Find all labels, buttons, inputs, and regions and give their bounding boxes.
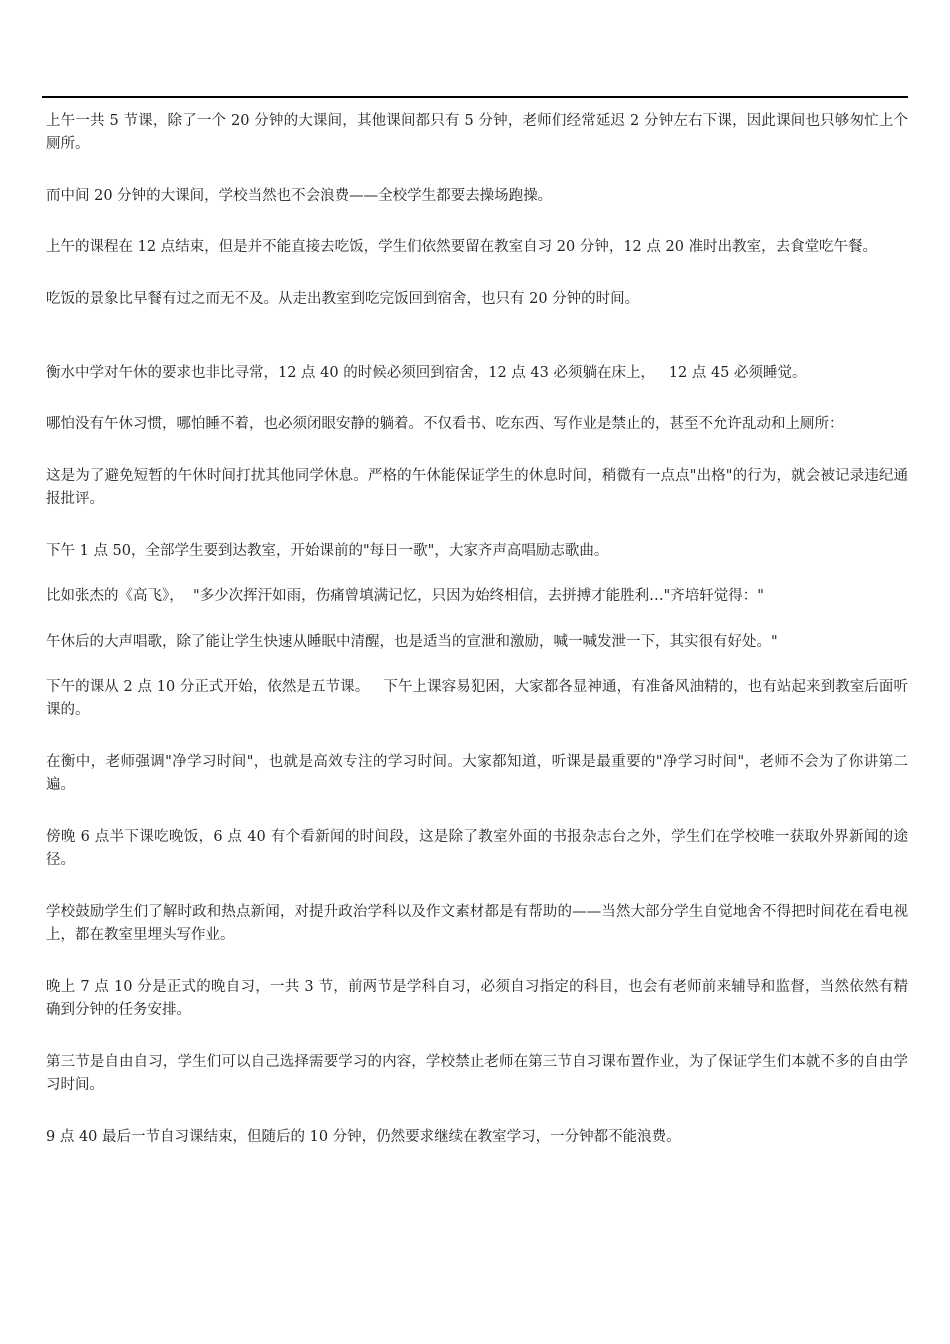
paragraph: 吃饭的景象比早餐有过之而无不及。从走出教室到吃完饭回到宿舍，也只有 20 分钟的时间。: [46, 291, 640, 307]
paragraph: 比如张杰的《高飞》， "多少次挥汗如雨，伤痛曾填满记忆，只因为始终相信，去拼搏才能胜利…"齐培轩觉得：": [46, 588, 764, 604]
paragraph: 哪怕没有午休习惯，哪怕睡不着，也必须闭眼安静的躺着。不仅看书、吃东西、写作业是禁止的，甚至不允许乱动和上厕所：: [46, 416, 844, 432]
paragraph: 衡水中学对午休的要求也非比寻常，12 点 40 的时候必须回到宿舍，12 点 43 必须躺在床上， 12 点 45 必须睡觉。: [46, 365, 807, 381]
paragraph: 学校鼓励学生们了解时政和热点新闻，对提升政治学科以及作文素材都是有帮助的——当然大部分学生自觉地舍不得把时间花在看电视上，都在教室里埋头写作业。: [46, 904, 908, 943]
paragraph: 第三节是自由自习，学生们可以自己选择需要学习的内容，学校禁止老师在第三节自习课布置作业，为了保证学生们本就不多的自由学习时间。: [46, 1054, 908, 1093]
paragraph: 午休后的大声唱歌，除了能让学生快速从睡眠中清醒，也是适当的宣泄和激励，喊一喊发泄一下，其实很有好处。": [46, 634, 778, 650]
paragraph: 下午的课从 2 点 10 分正式开始，依然是五节课。 下午上课容易犯困，大家都各显神通，有准备风油精的，也有站起来到教室后面听课的。: [46, 679, 908, 718]
paragraph: 下午 1 点 50，全部学生要到达教室，开始课前的"每日一歌"，大家齐声高唱励志歌曲。: [46, 543, 609, 559]
paragraph: 晚上 7 点 10 分是正式的晚自习，一共 3 节，前两节是学科自习，必须自习指定的科目，也会有老师前来辅导和监督，当然依然有精确到分钟的任务安排。: [46, 979, 908, 1018]
paragraph: 上午一共 5 节课，除了一个 20 分钟的大课间，其他课间都只有 5 分钟，老师们经常延迟 2 分钟左右下课，因此课间也只够匆忙上个厕所。: [46, 113, 908, 152]
paragraph: 上午的课程在 12 点结束，但是并不能直接去吃饭，学生们依然要留在教室自习 20 分钟，12 点 20 准时出教室，去食堂吃午餐。: [46, 239, 878, 255]
document-body: [46, 110, 908, 1149]
paragraph: 傍晚 6 点半下课吃晚饭，6 点 40 有个看新闻的时间段，这是除了教室外面的书报杂志台之外，学生们在学校唯一获取外界新闻的途径。: [46, 829, 908, 868]
paragraph: 9 点 40 最后一节自习课结束，但随后的 10 分钟，仍然要求继续在教室学习，一分钟都不能浪费。: [46, 1129, 681, 1145]
paragraph: 这是为了避免短暂的午休时间打扰其他同学休息。严格的午休能保证学生的休息时间，稍微有一点点"出格"的行为，就会被记录违纪通报批评。: [46, 468, 908, 507]
paragraph: 而中间 20 分钟的大课间，学校当然也不会浪费——全校学生都要去操场跑操。: [46, 188, 553, 204]
header-rule: [42, 96, 908, 98]
paragraph: 在衡中，老师强调"净学习时间"，也就是高效专注的学习时间。大家都知道，听课是最重要的"净学习时间"，老师不会为了你讲第二遍。: [46, 754, 908, 793]
